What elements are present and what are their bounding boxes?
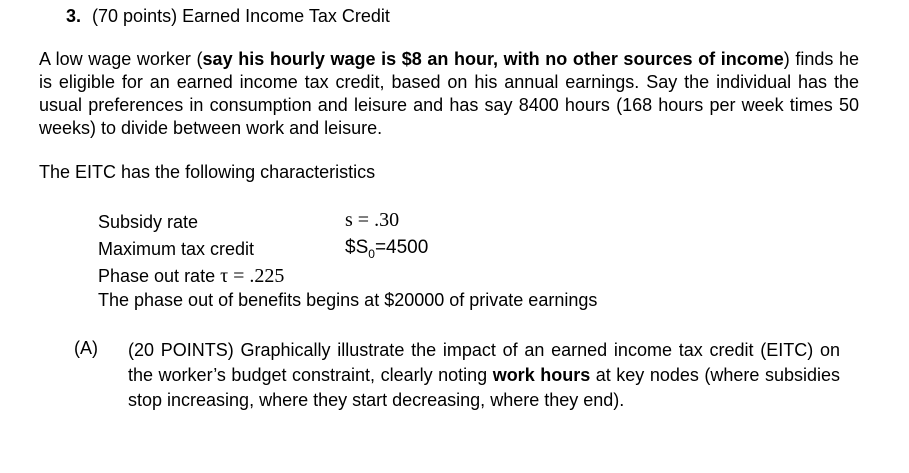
max-credit-prefix: $S: [345, 237, 369, 258]
max-credit-suffix: =4500: [374, 237, 429, 258]
part-a-text-1: (20 POINTS) Graphically illustrate the impact of an earned income tax credit (EITC) on the worker’s budget constraint, clearly noting: [128, 340, 840, 385]
question-title: [66, 6, 390, 27]
eitc-intro: The EITC has the following characteristics: [39, 162, 376, 182]
intro-text-2: ) finds he is eligible for an earned income tax credit, based on his annual earnings. Say the individual has the usual preferences in consumption and leisure and has say 8400 hours (168 hours per week times 50 weeks) to divide between work and leisure.: [39, 49, 860, 138]
question-number: 3.: [66, 6, 82, 26]
phase-out-rate: [98, 265, 284, 288]
intro-text-1: A low wage worker (: [39, 49, 203, 69]
part-a-label: (A): [74, 338, 98, 358]
intro-bold-text: say his hourly wage is $8 an hour, with no other sources of income: [202, 49, 784, 69]
phase-out-label: Phase out rate: [98, 266, 221, 286]
part-a-text-2: at key nodes (where subsidies stop increasing, where they start decreasing, where they end).: [128, 365, 840, 410]
subsidy-rate-label: Subsidy rate: [98, 212, 199, 232]
phase-out-value: τ = .225: [220, 265, 285, 287]
part-a-bold: work hours: [492, 365, 591, 385]
max-credit-sub: 0: [368, 246, 375, 261]
max-credit-value: [345, 237, 428, 261]
part-a-text: [128, 338, 840, 413]
intro-paragraph: [39, 48, 859, 140]
question-title-text: (70 points) Earned Income Tax Credit: [92, 6, 390, 26]
max-credit-label: Maximum tax credit: [98, 239, 255, 259]
subsidy-rate-value: s = .30: [345, 209, 400, 231]
phase-out-begin: The phase out of benefits begins at $20000 of private earnings: [98, 290, 598, 310]
